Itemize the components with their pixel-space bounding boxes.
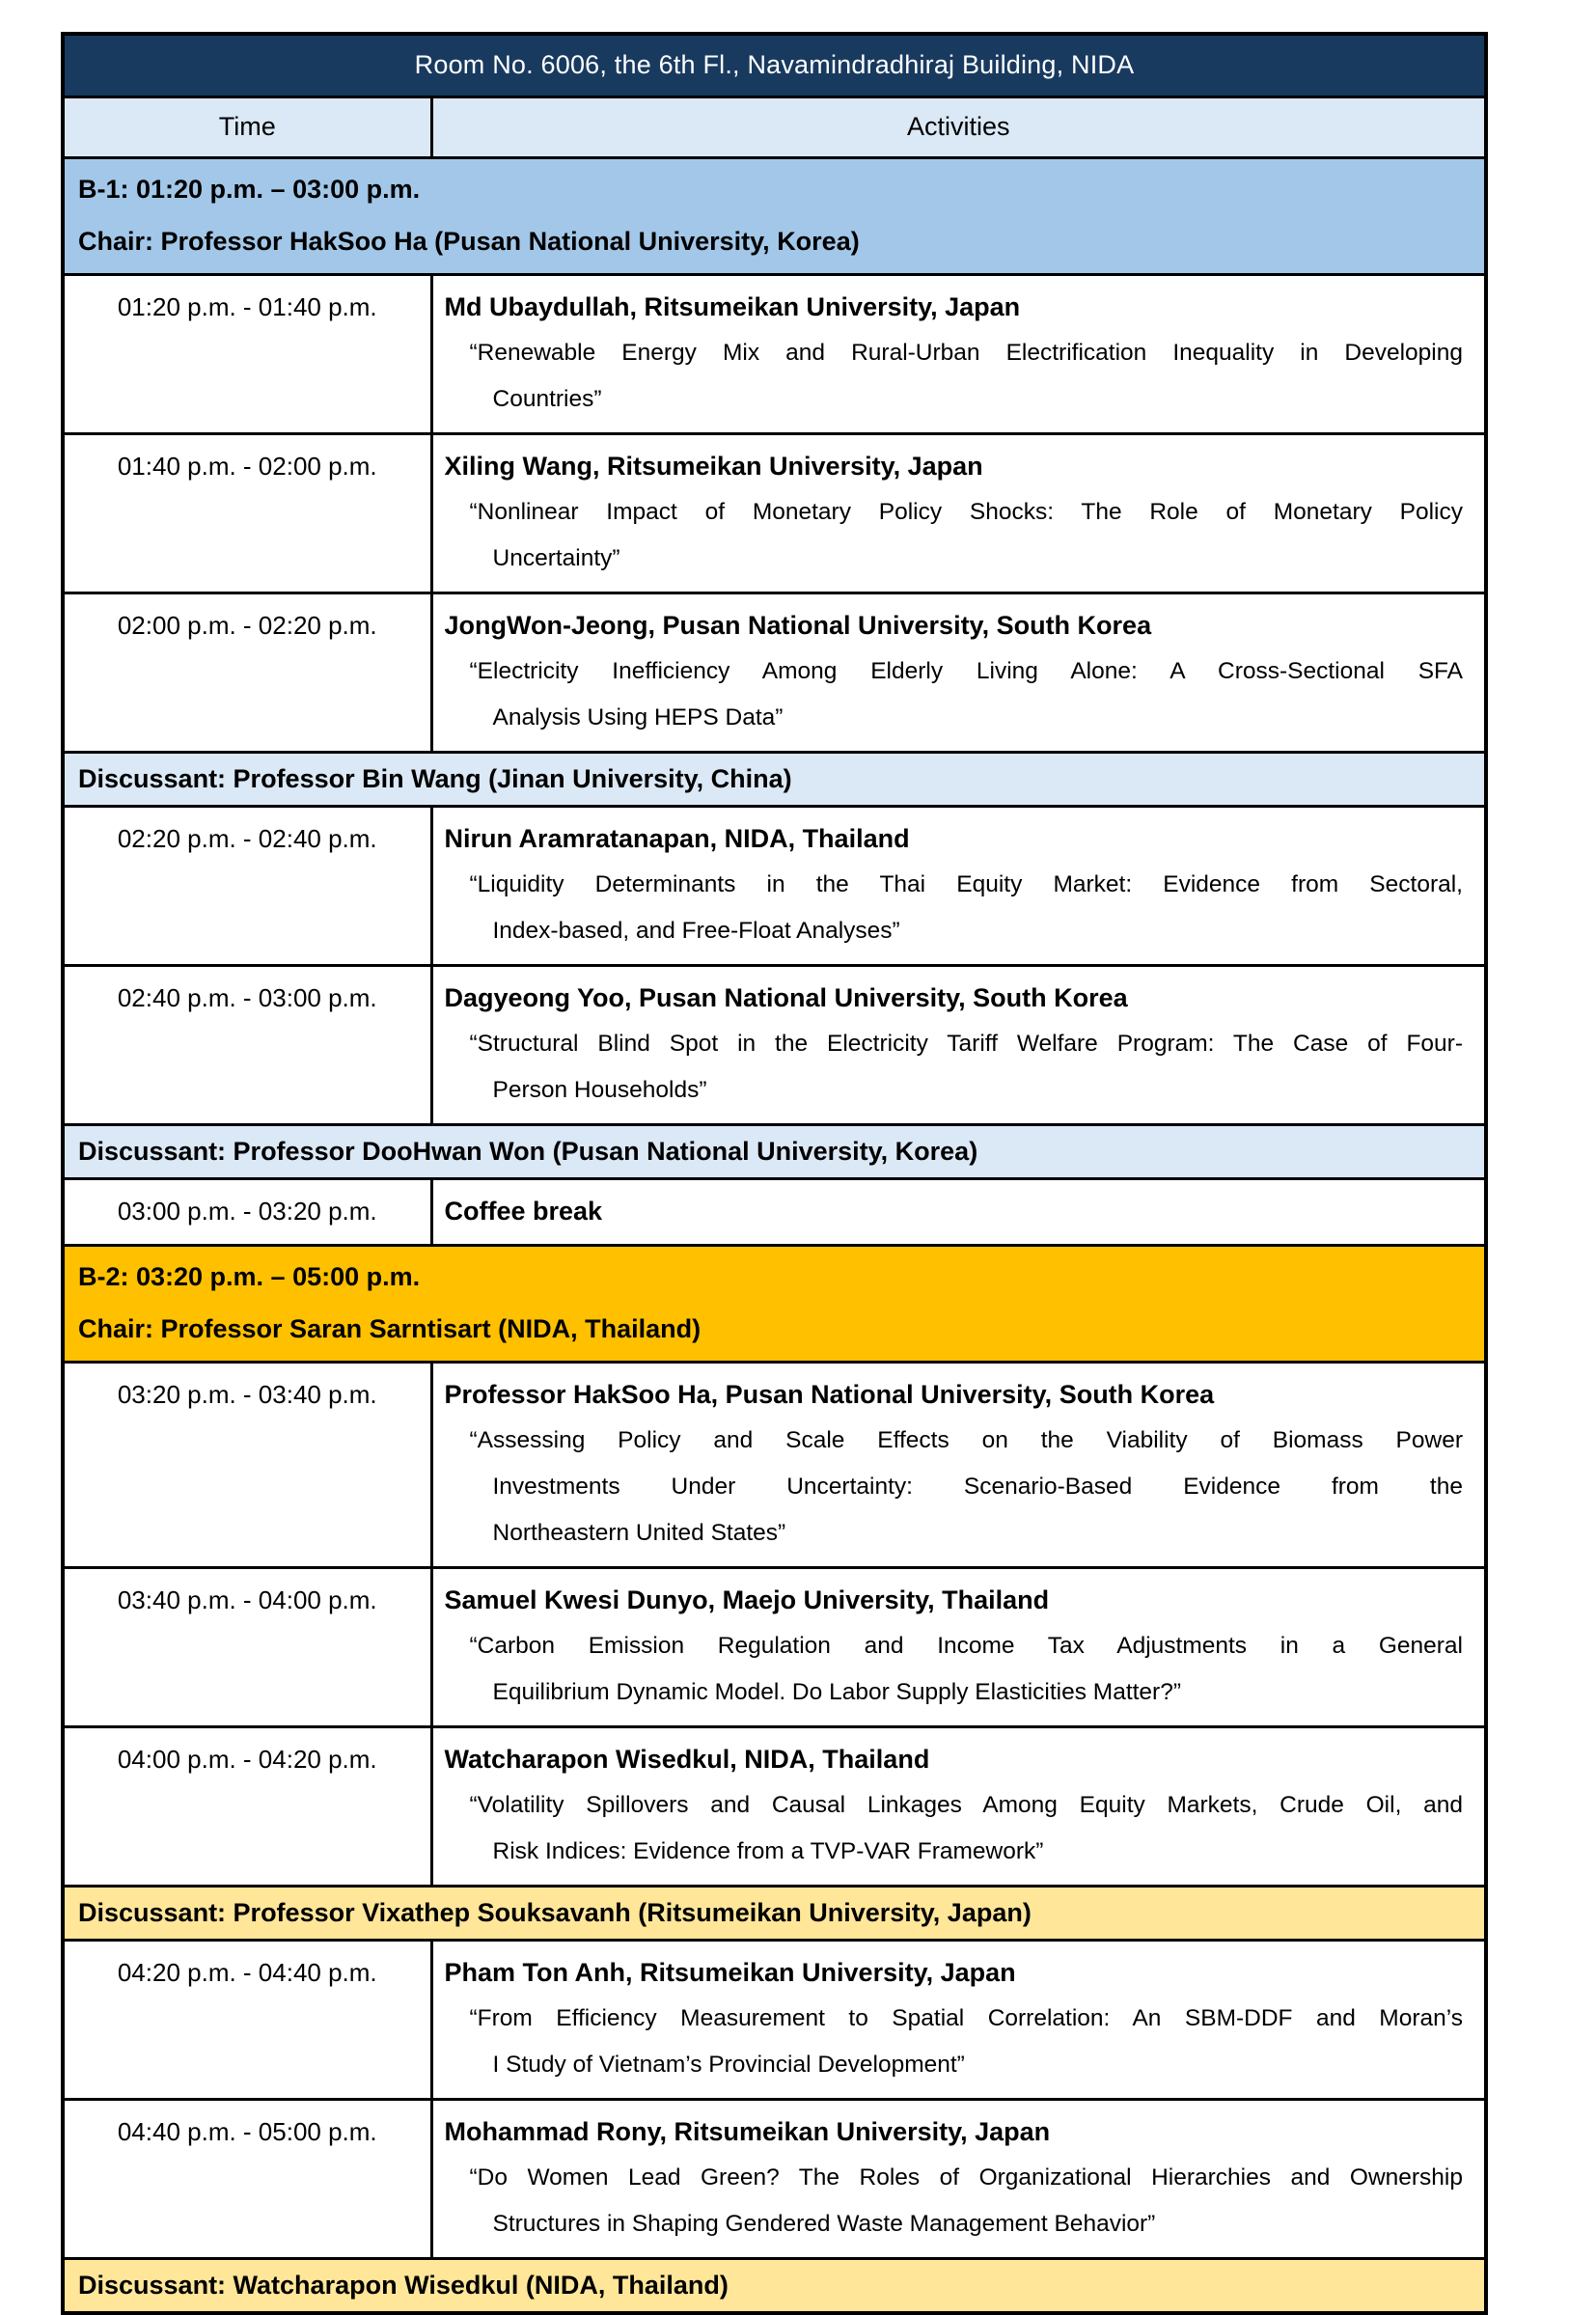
paper-title-line: “Renewable Energy Mix and Rural-Urban Electrification Inequality in Developing bbox=[469, 340, 1463, 366]
paper-title-line: “Do Women Lead Green? The Roles of Organizational Hierarchies and Ownership bbox=[469, 2164, 1463, 2191]
session-time: 03:00 p.m. - 03:20 p.m. bbox=[63, 1179, 431, 1246]
paper-title bbox=[445, 862, 1485, 954]
presenter-name: Nirun Aramratanapan, NIDA, Thailand bbox=[444, 824, 910, 853]
section-banner-row bbox=[63, 158, 1486, 275]
session-chair: Chair: Professor HakSoo Ha (Pusan National University, Korea) bbox=[78, 227, 860, 256]
session-time: 01:20 p.m. - 01:40 p.m. bbox=[63, 275, 431, 434]
session-activity bbox=[431, 2100, 1486, 2259]
coffee-break-row bbox=[63, 1179, 1486, 1246]
room-header-title: Room No. 6006, the 6th Fl., Navamindradhiraj Building, NIDA bbox=[63, 34, 1486, 97]
table-row bbox=[63, 1363, 1486, 1568]
paper-title-line: I Study of Vietnam’s Provincial Development” bbox=[492, 2052, 965, 2078]
table-row bbox=[63, 1568, 1486, 1727]
paper-title-line: “Volatility Spillovers and Causal Linkages Among Equity Markets, Crude Oil, and bbox=[469, 1792, 1463, 1818]
presenter-name: Xiling Wang, Ritsumeikan University, Japan bbox=[444, 452, 983, 481]
session-activity bbox=[431, 1941, 1486, 2100]
paper-title bbox=[445, 1996, 1485, 2088]
discussant-row bbox=[63, 1887, 1486, 1941]
session-banner-b1 bbox=[63, 158, 1486, 275]
session-time: 03:20 p.m. - 03:40 p.m. bbox=[63, 1363, 431, 1568]
column-header-row bbox=[63, 97, 1486, 158]
table-row bbox=[63, 1727, 1486, 1887]
section-banner-row bbox=[63, 1246, 1486, 1363]
paper-title-line: “Liquidity Determinants in the Thai Equity Market: Evidence from Sectoral, bbox=[469, 871, 1463, 897]
table-row bbox=[63, 593, 1486, 753]
session-activity bbox=[431, 593, 1486, 753]
paper-title-line: “Structural Blind Spot in the Electricity Tariff Welfare Program: The Case of Four- bbox=[469, 1031, 1463, 1057]
paper-title-line: Investments Under Uncertainty: Scenario-Based Evidence from the bbox=[492, 1474, 1463, 1500]
paper-title bbox=[445, 489, 1485, 582]
session-time: 04:20 p.m. - 04:40 p.m. bbox=[63, 1941, 431, 2100]
paper-title bbox=[445, 2155, 1485, 2247]
paper-title bbox=[445, 1021, 1485, 1114]
paper-title-line: “Electricity Inefficiency Among Elderly Living Alone: A Cross-Sectional SFA bbox=[469, 658, 1463, 684]
session-time: 02:00 p.m. - 02:20 p.m. bbox=[63, 593, 431, 753]
session-activity bbox=[431, 807, 1486, 966]
paper-title-line: Risk Indices: Evidence from a TVP-VAR Framework” bbox=[492, 1838, 1044, 1864]
paper-title bbox=[445, 1418, 1485, 1557]
discussant-text: Discussant: Professor Vixathep Souksavanh (Ritsumeikan University, Japan) bbox=[63, 1887, 1486, 1941]
session-activity bbox=[431, 1727, 1486, 1887]
presenter-name: Md Ubaydullah, Ritsumeikan University, Japan bbox=[444, 292, 1021, 321]
paper-title bbox=[445, 1623, 1485, 1716]
paper-title-line: Person Households” bbox=[492, 1077, 707, 1103]
table-row bbox=[63, 2100, 1486, 2259]
discussant-row bbox=[63, 1125, 1486, 1179]
paper-title-line: Index-based, and Free-Float Analyses” bbox=[492, 918, 900, 944]
session-activity bbox=[431, 966, 1486, 1125]
presenter-name: JongWon-Jeong, Pusan National University, South Korea bbox=[444, 611, 1152, 640]
break-label: Coffee break bbox=[444, 1197, 603, 1226]
presenter-name: Samuel Kwesi Dunyo, Maejo University, Thailand bbox=[444, 1585, 1050, 1614]
table-row bbox=[63, 275, 1486, 434]
discussant-row bbox=[63, 753, 1486, 807]
paper-title-line: Northeastern United States” bbox=[492, 1520, 786, 1546]
presenter-name: Watcharapon Wisedkul, NIDA, Thailand bbox=[444, 1745, 930, 1774]
session-time: 02:20 p.m. - 02:40 p.m. bbox=[63, 807, 431, 966]
paper-title bbox=[445, 330, 1485, 423]
column-header-time: Time bbox=[63, 97, 431, 158]
session-activity bbox=[431, 1363, 1486, 1568]
paper-title-line: “From Efficiency Measurement to Spatial Correlation: An SBM-DDF and Moran’s bbox=[469, 2005, 1463, 2031]
table-row bbox=[63, 1941, 1486, 2100]
paper-title-line: “Nonlinear Impact of Monetary Policy Shocks: The Role of Monetary Policy bbox=[469, 499, 1463, 525]
presenter-name: Dagyeong Yoo, Pusan National University, South Korea bbox=[444, 983, 1128, 1012]
room-header-row bbox=[63, 34, 1486, 97]
presenter-name: Professor HakSoo Ha, Pusan National University, South Korea bbox=[444, 1380, 1215, 1409]
session-time: 03:40 p.m. - 04:00 p.m. bbox=[63, 1568, 431, 1727]
table-row bbox=[63, 966, 1486, 1125]
schedule-table bbox=[61, 32, 1488, 2315]
paper-title bbox=[445, 648, 1485, 741]
session-chair: Chair: Professor Saran Sarntisart (NIDA, Thailand) bbox=[78, 1314, 702, 1343]
paper-title-line: Analysis Using HEPS Data” bbox=[492, 704, 784, 730]
session-time: 02:40 p.m. - 03:00 p.m. bbox=[63, 966, 431, 1125]
paper-title-line: “Assessing Policy and Scale Effects on the Viability of Biomass Power bbox=[469, 1427, 1463, 1453]
presenter-name: Pham Ton Anh, Ritsumeikan University, Japan bbox=[444, 1958, 1016, 1987]
discussant-text: Discussant: Professor DooHwan Won (Pusan National University, Korea) bbox=[63, 1125, 1486, 1179]
session-activity bbox=[431, 275, 1486, 434]
session-activity bbox=[431, 1568, 1486, 1727]
discussant-row bbox=[63, 2259, 1486, 2314]
session-activity bbox=[431, 434, 1486, 593]
session-time: 04:00 p.m. - 04:20 p.m. bbox=[63, 1727, 431, 1887]
discussant-text: Discussant: Watcharapon Wisedkul (NIDA, Thailand) bbox=[63, 2259, 1486, 2314]
session-banner-b2 bbox=[63, 1246, 1486, 1363]
paper-title-line: Uncertainty” bbox=[492, 545, 620, 571]
table-row bbox=[63, 807, 1486, 966]
paper-title-line: Equilibrium Dynamic Model. Do Labor Supply Elasticities Matter?” bbox=[492, 1679, 1182, 1705]
break-activity bbox=[431, 1179, 1486, 1246]
paper-title-line: Countries” bbox=[492, 386, 602, 412]
table-row bbox=[63, 434, 1486, 593]
session-banner-title: B-2: 03:20 p.m. – 05:00 p.m. bbox=[78, 1262, 421, 1291]
paper-title-line: “Carbon Emission Regulation and Income Tax Adjustments in a General bbox=[469, 1633, 1463, 1659]
session-time: 04:40 p.m. - 05:00 p.m. bbox=[63, 2100, 431, 2259]
discussant-text: Discussant: Professor Bin Wang (Jinan University, China) bbox=[63, 753, 1486, 807]
session-banner-title: B-1: 01:20 p.m. – 03:00 p.m. bbox=[78, 175, 421, 204]
presenter-name: Mohammad Rony, Ritsumeikan University, Japan bbox=[444, 2117, 1051, 2146]
paper-title-line: Structures in Shaping Gendered Waste Management Behavior” bbox=[492, 2211, 1156, 2237]
paper-title bbox=[445, 1782, 1485, 1875]
column-header-activities: Activities bbox=[431, 97, 1486, 158]
session-time: 01:40 p.m. - 02:00 p.m. bbox=[63, 434, 431, 593]
